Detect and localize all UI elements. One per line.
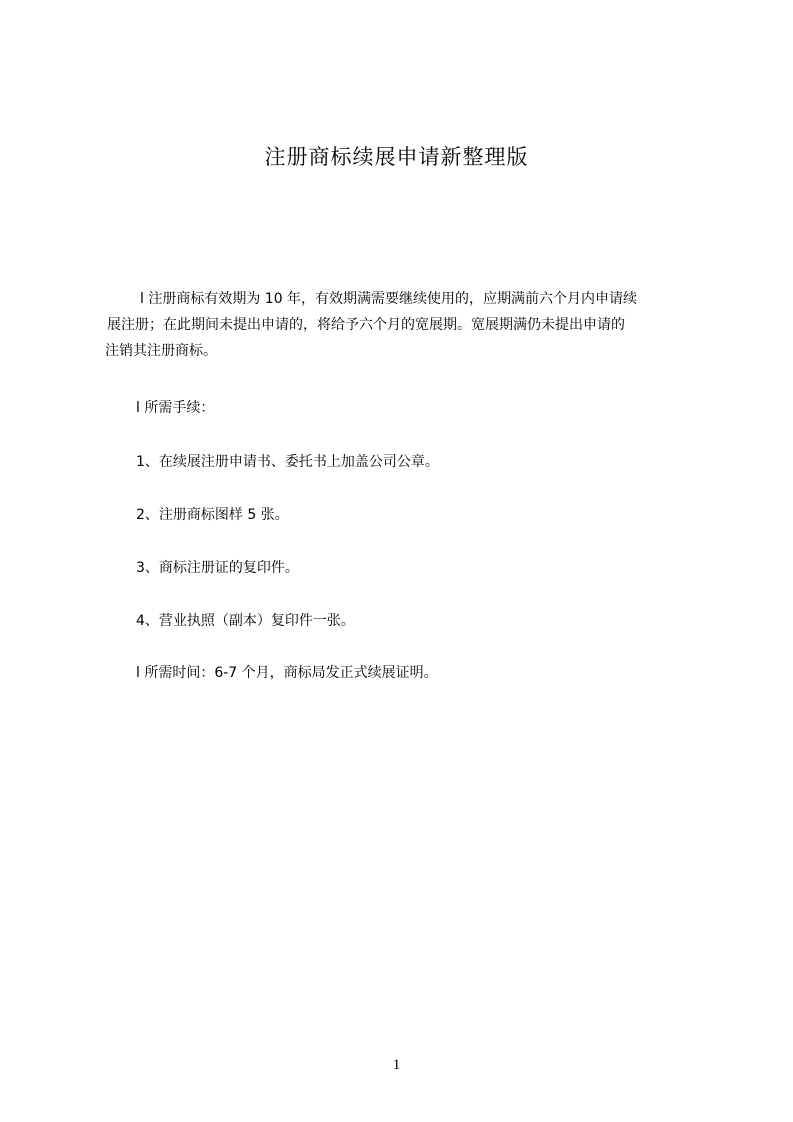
procedure-item-1: 1、在续展注册申请书、委托书上加盖公司公章。 [136,454,439,470]
intro-line-1: l 注册商标有效期为 10 年，有效期满需要继续使用的，应期满前六个月内申请续 [140,291,638,307]
required-time-note: l 所需时间：6-7 个月，商标局发正式续展证明。 [136,665,438,681]
intro-line-2: 展注册；在此期间未提出申请的，将给予六个月的宽展期。宽展期满仍未提出申请的 [107,317,625,333]
intro-line-3: 注销其注册商标。 [105,343,217,359]
intro-paragraph [105,286,725,364]
procedure-item-2: 2、注册商标图样 5 张。 [136,507,289,523]
document-title: 注册商标续展申请新整理版 [264,145,529,169]
procedure-item-4: 4、营业执照（副本）复印件一张。 [136,613,355,629]
procedure-item-3: 3、商标注册证的复印件。 [136,560,299,576]
required-procedures-heading: l 所需手续： [136,400,215,416]
page-number: 1 [392,1057,401,1073]
